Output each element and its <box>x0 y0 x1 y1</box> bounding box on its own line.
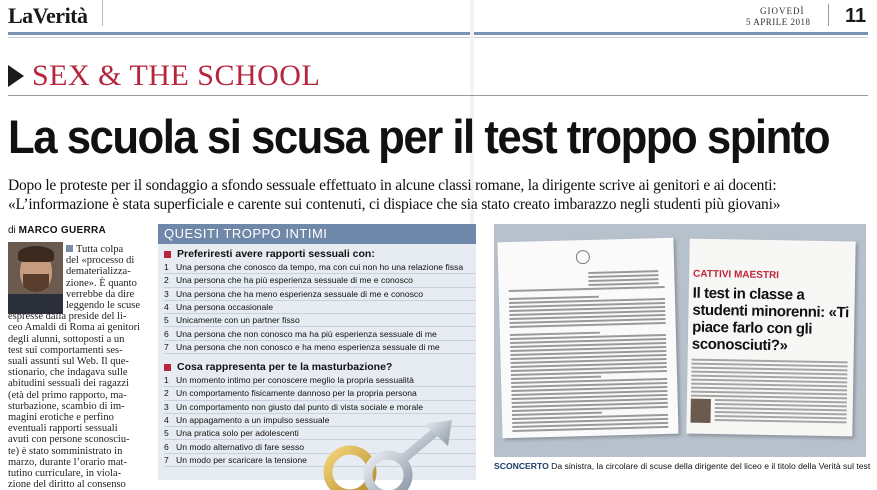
option-number: 5 <box>164 428 169 439</box>
headline: La scuola si scusa per il test troppo spinto <box>8 110 830 163</box>
option-text: Un momento intimo per conoscere meglio la propria sessualità <box>176 375 414 386</box>
header-rule-thin <box>8 37 868 38</box>
question-1-title: Preferiresti avere rapporti sessuali con: <box>164 248 375 260</box>
body-line: stionario, che indagava sulle <box>8 367 128 379</box>
quiz-option <box>164 301 476 314</box>
gender-symbols-icon <box>300 420 470 480</box>
question-1-options <box>164 261 476 354</box>
body-line: verrebbe da dire <box>66 288 135 300</box>
option-text: Una persona che conosco da tempo, ma con cui non ho una relazione fissa <box>176 262 464 273</box>
body-line: sturbazione, scambio di im- <box>8 400 125 412</box>
body-line: eventuali rapporti sessuali <box>8 423 118 435</box>
kicker-text: SEX & THE SCHOOL <box>32 59 321 92</box>
body-line: avuti con persone sconosciu- <box>8 434 130 446</box>
square-bullet-icon <box>164 251 171 258</box>
option-text: Una persona che non conosco ma ha più esperienza sessuale di me <box>176 328 437 339</box>
option-text: Una persona occasionale <box>176 302 273 313</box>
option-text: Un modo per scaricare la tensione <box>176 454 307 465</box>
school-letter-image <box>497 238 678 439</box>
option-text: Un appagamento a un impulso sessuale <box>176 415 330 426</box>
subhead-line-2: «L’informazione è stata superficiale e carente sui contenuti, ci dispiace che sia stato creato imbarazzo negli studenti più giovani» <box>8 196 781 213</box>
quiz-option <box>164 387 476 400</box>
body-line: tutino curriculare, in viola- <box>8 468 122 480</box>
quiz-title: QUESITI TROPPO INTIMI <box>164 226 328 241</box>
page-header <box>0 0 877 34</box>
triangle-arrow-icon <box>8 65 24 87</box>
quiz-option <box>164 274 476 287</box>
quiz-option <box>164 327 476 340</box>
caption-label: SCONCERTO <box>494 461 549 471</box>
photo-caption <box>494 461 872 471</box>
body-line: magini erotiche e perfino <box>8 412 114 424</box>
body-line: del «processo di <box>66 255 135 267</box>
body-line: espresse dalla preside del li- <box>8 311 127 323</box>
body-line: Tutta colpa <box>66 244 154 255</box>
option-number: 5 <box>164 315 169 326</box>
body-line: zione del diritto al consenso <box>8 479 126 490</box>
option-number: 4 <box>164 415 169 426</box>
quiz-option <box>164 374 476 387</box>
seal-icon <box>576 250 590 264</box>
option-text: Un comportamento fisicamente dannoso per la propria persona <box>176 388 417 399</box>
body-line: test sui comportamenti ses- <box>8 344 123 356</box>
body-line: degli alunni, sottoposti a un <box>8 333 125 345</box>
option-number: 1 <box>164 375 169 386</box>
body-line: suali assunti sul Web. Il que- <box>8 356 129 368</box>
body-line: abitudini sessuali dei ragazzi <box>8 378 130 390</box>
body-line: dematerializza- <box>66 266 131 278</box>
caption-text: Da sinistra, la circolare di scuse della dirigente del liceo e il titolo della Verità sul test <box>551 461 871 471</box>
clipping-kicker: CATTIVI MAESTRI <box>692 268 780 282</box>
square-bullet-icon <box>66 245 73 252</box>
date-weekday: GIOVEDÌ <box>760 6 805 16</box>
byline-prefix: di <box>8 225 16 236</box>
question-2-title: Cosa rappresenta per te la masturbazione? <box>164 361 392 373</box>
body-line: ceo Amaldi di Roma ai genitori <box>8 322 141 334</box>
option-number: 6 <box>164 441 169 452</box>
body-line: marzo, durante l’orario mat- <box>8 456 127 468</box>
square-bullet-icon <box>164 364 171 371</box>
subhead-line-1: Dopo le proteste per il sondaggio a sfondo sessuale effettuato in alcune classi romane, la dirigente scrive ai genitori e ai docenti: <box>8 177 777 194</box>
option-number: 1 <box>164 262 169 273</box>
byline <box>8 225 106 236</box>
option-text: Una persona che ha meno esperienza sessuale di me e conosco <box>176 288 423 299</box>
body-line: (età del primo rapporto, ma- <box>8 389 127 401</box>
header-rule <box>8 32 868 35</box>
option-number: 6 <box>164 328 169 339</box>
letter-text-line <box>509 286 665 292</box>
option-text: Una persona che ha più esperienza sessuale di me e conosco <box>176 275 413 286</box>
option-number: 7 <box>164 454 169 465</box>
header-divider <box>102 0 103 26</box>
quiz-option <box>164 288 476 301</box>
byline-author: MARCO GUERRA <box>18 225 107 236</box>
quiz-option <box>164 401 476 414</box>
newspaper-logo: LaVerità <box>8 3 88 28</box>
clipping-author-photo <box>691 399 711 423</box>
quiz-header <box>158 224 476 244</box>
option-number: 3 <box>164 401 169 412</box>
clipping-text-line <box>715 419 847 423</box>
quiz-option <box>164 341 476 354</box>
option-number: 7 <box>164 341 169 352</box>
body-line: leggendo le scuse <box>66 300 141 312</box>
body-line: te) è stato somministrato in <box>8 445 123 457</box>
article-body <box>8 244 154 490</box>
option-text: Una pratica solo per adolescenti <box>176 428 299 439</box>
option-number: 3 <box>164 288 169 299</box>
page-number: 11 <box>845 5 867 27</box>
section-kicker <box>8 60 320 92</box>
option-text: Unicamente con un partner fisso <box>176 315 300 326</box>
header-divider-right <box>828 4 829 26</box>
option-number: 4 <box>164 302 169 313</box>
date-full: 5 APRILE 2018 <box>746 17 811 27</box>
clipping-headline: Il test in classe a studenti minorenni: «Ti piace farlo con gli sconosciuti?» <box>691 284 849 355</box>
newspaper-clipping-image <box>686 239 855 437</box>
quiz-option <box>164 314 476 327</box>
option-number: 2 <box>164 388 169 399</box>
quiz-option <box>164 261 476 274</box>
option-number: 2 <box>164 275 169 286</box>
option-text: Un modo alternativo di fare sesso <box>176 441 305 452</box>
option-text: Un comportamento non giusto dal punto di vista sociale e morale <box>176 401 423 412</box>
kicker-rule <box>8 95 868 96</box>
body-line: zione». È quanto <box>66 277 137 289</box>
option-text: Una persona che non conosco e ha meno esperienza sessuale di me <box>176 341 440 352</box>
